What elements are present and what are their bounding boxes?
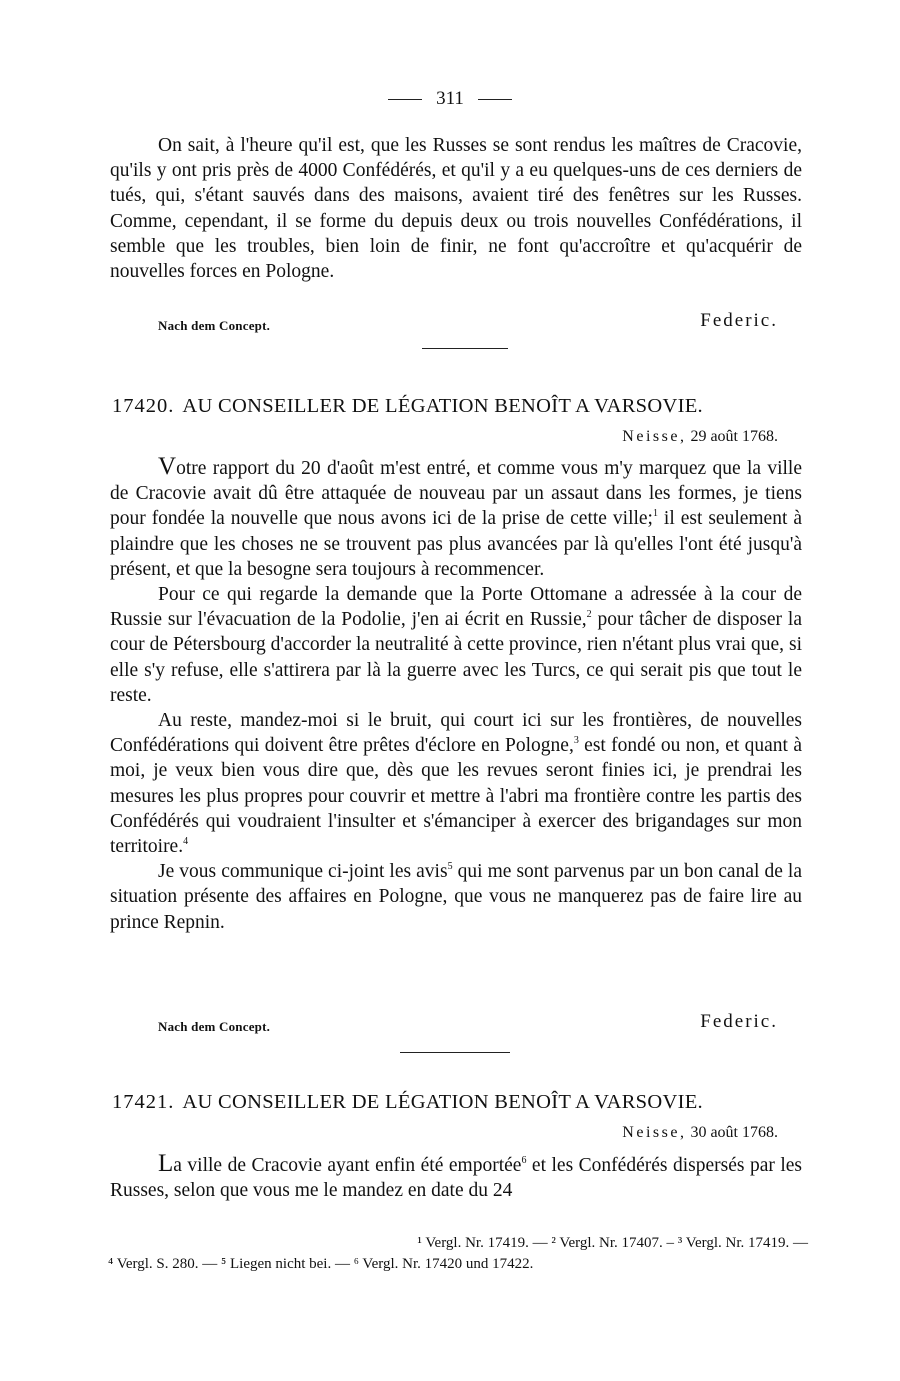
letter-17420-p1-text-b: il est seulement à plaindre que les choses ne se trouvent pas plus avancées par là qu'elles l'ont été jusqu'à présent, et que la besogne sera toujours à recommencer. — [110, 508, 802, 580]
letter-17420-dateline — [622, 428, 778, 446]
footnote-ref-3: 3 — [573, 735, 579, 747]
letter-17421-number: 17421. — [112, 1091, 175, 1113]
letter-17420-paragraph-2 — [110, 582, 802, 708]
page-number-dash-left — [388, 99, 422, 100]
letter-17420-paragraph-1 — [110, 454, 802, 582]
letter-17420-place: Neisse, — [622, 428, 687, 445]
letter-17420-paragraph-3 — [110, 708, 802, 859]
letter-17420-title: AU CONSEILLER DE LÉGATION BENOÎT A VARSOVIE. — [182, 395, 703, 417]
footnote-ref-5: 5 — [447, 861, 453, 873]
footnote-ref-2: 2 — [586, 609, 592, 621]
section-divider-1 — [422, 348, 508, 349]
page-number-dash-right — [478, 99, 512, 100]
letter-17420-p4-text-a: Je vous communique ci-joint les avis — [158, 861, 448, 883]
letter-17421-p1-text-a: a ville de Cracovie ayant enfin été emportée — [173, 1155, 522, 1176]
footnote-ref-4: 4 — [183, 836, 189, 848]
page-number — [0, 88, 900, 110]
letter-17421-dateline — [622, 1124, 778, 1142]
letter-17420-p4-text-b: qui me sont parvenus par un bon canal de la situation présente des affaires en Pologne, que vous ne manquerez pas de faire lire au prince Repnin. — [110, 861, 802, 933]
letter-17420-p3-text-b: est fondé ou non, et quant à moi, je veux bien vous dire que, dès que les revues seront finies ici, je prendrai les mesures les plus propres pour couvrir et mettre à l'abri ma frontière contre les partis des Confédérés qui voudraient l'insulter et s'émanciper à exercer des brigandages sur mon territoire. — [110, 735, 802, 858]
letter-17420-body — [110, 454, 802, 935]
page-number-text: 311 — [436, 88, 464, 109]
letter-17420-p3-text-a: Au reste, mandez-moi si le bruit, qui court ici sur les frontières, de nouvelles Confédérations qui doivent être prêtes d'éclore en Pologne, — [110, 710, 802, 757]
letter-17421-date: 30 août 1768. — [690, 1124, 778, 1141]
footnotes-line-1: ¹ Vergl. Nr. 17419. — ² Vergl. Nr. 17407. – ³ Vergl. Nr. 17419. — — [417, 1235, 808, 1251]
footnotes-line-2: ⁴ Vergl. S. 280. — ⁵ Liegen nicht bei. — ⁶ Vergl. Nr. 17420 und 17422. — [108, 1256, 534, 1272]
letter-17420-paragraph-4 — [110, 859, 802, 935]
letter-17421-paragraph-1 — [110, 1151, 802, 1203]
letter-17421-place: Neisse, — [622, 1124, 687, 1141]
previous-letter-paragraph: On sait, à l'heure qu'il est, que les Russes se sont rendus les maîtres de Cracovie, qu'ils y ont pris près de 4000 Confédérés, et qu'il y a eu quelques-uns de ces derniers de tués, qui, s'étant sauvés dans des maisons, avaient tiré des fenêtres sur les Russes. Comme, cependant, il se forme du depuis deux ou trois nouvelles Confédérations, il semble que les troubles, bien loin de finir, ne font qu'accroître et qu'acquérir de nouvelles forces en Pologne. — [110, 135, 802, 283]
footnote-ref-6: 6 — [521, 1155, 527, 1166]
section-divider-2 — [400, 1052, 510, 1053]
letter-17420-p1-text-a: otre rapport du 20 d'août m'est entré, et comme vous m'y marquez que la ville de Cracovie avait dû être attaquée de nouveau par un assaut dans les formes, je tiens pour fondée la nouvelle que nous avons ici de la prise de cette ville; — [110, 458, 802, 530]
letter-17420-number: 17420. — [112, 395, 175, 417]
footnotes — [108, 1233, 808, 1275]
previous-letter-signature: Federic. — [700, 310, 778, 331]
letter-17420-signature: Federic. — [700, 1011, 778, 1032]
letter-17421-p1-text-b: et les Confédérés dispersés par les Russes, selon que vous me le mandez en date du 24 — [110, 1155, 802, 1202]
footnote-ref-1: 1 — [652, 508, 658, 520]
letter-17421-initial: L — [158, 1150, 174, 1177]
letter-17420-p2-text-b: pour tâcher de disposer la cour de Pétersbourg d'accorder la neutralité à cette province, rien n'étant plus vrai que, si elle s'y refuse, elle s'attirera par là la guerre avec les Turcs, ce qui serait pis que tout le reste. — [110, 609, 803, 706]
letter-17421-heading — [112, 1091, 804, 1114]
letter-17420-heading — [112, 395, 804, 418]
letter-17421-body — [110, 1151, 802, 1203]
previous-letter-body — [110, 133, 802, 284]
letter-17420-p2-text-a: Pour ce qui regarde la demande que la Porte Ottomane a adressée à la cour de Russie sur l'évacuation de la Podolie, j'en ai écrit en Russie, — [110, 584, 802, 631]
letter-17421-title: AU CONSEILLER DE LÉGATION BENOÎT A VARSOVIE. — [182, 1091, 703, 1113]
letter-17420-date: 29 août 1768. — [690, 428, 778, 445]
letter-17420-initial: V — [158, 453, 177, 480]
letter-17420-source: Nach dem Concept. — [158, 1019, 271, 1034]
previous-letter-source: Nach dem Concept. — [158, 318, 271, 333]
